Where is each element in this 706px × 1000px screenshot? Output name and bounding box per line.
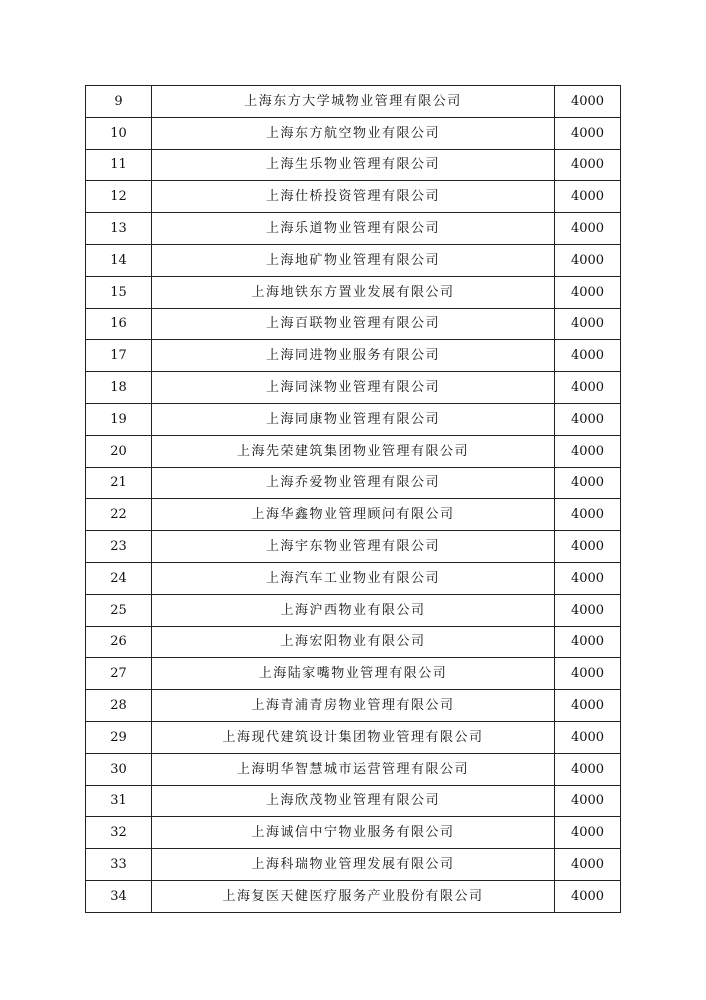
amount-cell: 4000 — [555, 626, 621, 658]
company-name-cell: 上海欣茂物业管理有限公司 — [152, 785, 555, 817]
company-name-cell: 上海同涞物业管理有限公司 — [152, 372, 555, 404]
company-name-cell: 上海现代建筑设计集团物业管理有限公司 — [152, 721, 555, 753]
table-row — [86, 467, 621, 499]
company-name-cell: 上海宏阳物业有限公司 — [152, 626, 555, 658]
company-name-cell: 上海诚信中宁物业服务有限公司 — [152, 817, 555, 849]
row-number-cell: 14 — [86, 244, 152, 276]
table-row — [86, 594, 621, 626]
table-row — [86, 817, 621, 849]
table-row — [86, 372, 621, 404]
amount-cell: 4000 — [555, 181, 621, 213]
row-number-cell: 31 — [86, 785, 152, 817]
amount-cell: 4000 — [555, 499, 621, 531]
table-row — [86, 849, 621, 881]
table-row — [86, 531, 621, 563]
amount-cell: 4000 — [555, 531, 621, 563]
amount-cell: 4000 — [555, 86, 621, 118]
row-number-cell: 10 — [86, 117, 152, 149]
table-row — [86, 276, 621, 308]
table-row — [86, 213, 621, 245]
company-name-cell: 上海宇东物业管理有限公司 — [152, 531, 555, 563]
table-row — [86, 86, 621, 118]
amount-cell: 4000 — [555, 403, 621, 435]
table-row — [86, 117, 621, 149]
company-name-cell: 上海乔爱物业管理有限公司 — [152, 467, 555, 499]
amount-cell: 4000 — [555, 276, 621, 308]
row-number-cell: 34 — [86, 880, 152, 912]
row-number-cell: 16 — [86, 308, 152, 340]
amount-cell: 4000 — [555, 562, 621, 594]
amount-cell: 4000 — [555, 340, 621, 372]
row-number-cell: 26 — [86, 626, 152, 658]
table-row — [86, 880, 621, 912]
row-number-cell: 23 — [86, 531, 152, 563]
row-number-cell: 9 — [86, 86, 152, 118]
row-number-cell: 25 — [86, 594, 152, 626]
amount-cell: 4000 — [555, 849, 621, 881]
amount-cell: 4000 — [555, 690, 621, 722]
company-name-cell: 上海青浦青房物业管理有限公司 — [152, 690, 555, 722]
company-name-cell: 上海同康物业管理有限公司 — [152, 403, 555, 435]
row-number-cell: 32 — [86, 817, 152, 849]
row-number-cell: 29 — [86, 721, 152, 753]
table-row — [86, 721, 621, 753]
row-number-cell: 17 — [86, 340, 152, 372]
table-body — [86, 86, 621, 913]
company-name-cell: 上海乐道物业管理有限公司 — [152, 213, 555, 245]
row-number-cell: 21 — [86, 467, 152, 499]
company-name-cell: 上海明华智慧城市运营管理有限公司 — [152, 753, 555, 785]
company-name-cell: 上海东方大学城物业管理有限公司 — [152, 86, 555, 118]
row-number-cell: 22 — [86, 499, 152, 531]
company-name-cell: 上海汽车工业物业有限公司 — [152, 562, 555, 594]
table-row — [86, 785, 621, 817]
amount-cell: 4000 — [555, 817, 621, 849]
row-number-cell: 19 — [86, 403, 152, 435]
company-name-cell: 上海沪西物业有限公司 — [152, 594, 555, 626]
company-name-cell: 上海地铁东方置业发展有限公司 — [152, 276, 555, 308]
table-row — [86, 244, 621, 276]
row-number-cell: 20 — [86, 435, 152, 467]
table-row — [86, 562, 621, 594]
company-name-cell: 上海科瑞物业管理发展有限公司 — [152, 849, 555, 881]
company-name-cell: 上海生乐物业管理有限公司 — [152, 149, 555, 181]
amount-cell: 4000 — [555, 753, 621, 785]
company-name-cell: 上海东方航空物业有限公司 — [152, 117, 555, 149]
row-number-cell: 11 — [86, 149, 152, 181]
row-number-cell: 15 — [86, 276, 152, 308]
company-name-cell: 上海百联物业管理有限公司 — [152, 308, 555, 340]
table-row — [86, 499, 621, 531]
table-row — [86, 690, 621, 722]
amount-cell: 4000 — [555, 149, 621, 181]
company-name-cell: 上海同进物业服务有限公司 — [152, 340, 555, 372]
table-row — [86, 626, 621, 658]
row-number-cell: 30 — [86, 753, 152, 785]
table-row — [86, 403, 621, 435]
row-number-cell: 18 — [86, 372, 152, 404]
amount-cell: 4000 — [555, 372, 621, 404]
amount-cell: 4000 — [555, 721, 621, 753]
company-name-cell: 上海地矿物业管理有限公司 — [152, 244, 555, 276]
amount-cell: 4000 — [555, 213, 621, 245]
amount-cell: 4000 — [555, 244, 621, 276]
company-name-cell: 上海复医天健医疗服务产业股份有限公司 — [152, 880, 555, 912]
table-row — [86, 149, 621, 181]
amount-cell: 4000 — [555, 785, 621, 817]
table-row — [86, 181, 621, 213]
table-row — [86, 658, 621, 690]
table-row — [86, 435, 621, 467]
table-row — [86, 753, 621, 785]
company-name-cell: 上海陆家嘴物业管理有限公司 — [152, 658, 555, 690]
company-name-cell: 上海仕桥投资管理有限公司 — [152, 181, 555, 213]
company-listing-table — [85, 85, 621, 913]
amount-cell: 4000 — [555, 594, 621, 626]
company-name-cell: 上海华鑫物业管理顾问有限公司 — [152, 499, 555, 531]
amount-cell: 4000 — [555, 435, 621, 467]
amount-cell: 4000 — [555, 880, 621, 912]
amount-cell: 4000 — [555, 308, 621, 340]
table-row — [86, 308, 621, 340]
row-number-cell: 27 — [86, 658, 152, 690]
row-number-cell: 33 — [86, 849, 152, 881]
row-number-cell: 13 — [86, 213, 152, 245]
row-number-cell: 24 — [86, 562, 152, 594]
amount-cell: 4000 — [555, 658, 621, 690]
company-name-cell: 上海先荣建筑集团物业管理有限公司 — [152, 435, 555, 467]
amount-cell: 4000 — [555, 467, 621, 499]
table-row — [86, 340, 621, 372]
amount-cell: 4000 — [555, 117, 621, 149]
row-number-cell: 12 — [86, 181, 152, 213]
row-number-cell: 28 — [86, 690, 152, 722]
